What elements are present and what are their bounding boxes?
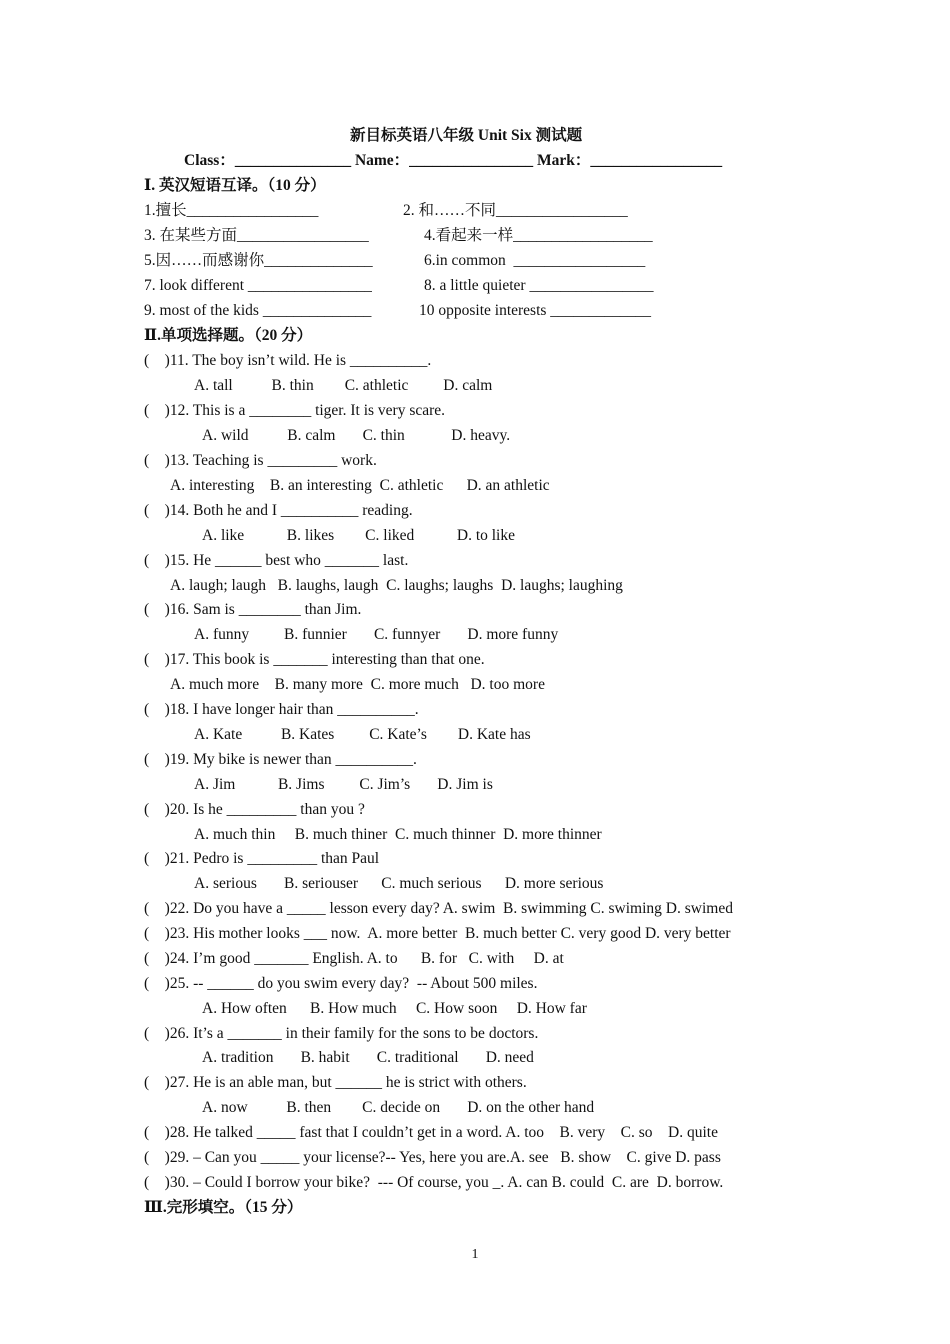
options-line: A. much thin B. much thiner C. much thinner D. more thinner [194, 826, 602, 843]
question-line: ( )25. -- ______ do you swim every day? -- About 500 miles. [144, 975, 538, 992]
page-number: 1 [471, 1247, 479, 1262]
section3-heading: Ⅲ.完形填空。（15 分） [144, 1199, 303, 1216]
phrase-item: 3. 在某些方面_________________ [144, 227, 369, 244]
question-line: ( )26. It’s a _______ in their family for the sons to be doctors. [144, 1025, 539, 1042]
options-line: A. tall B. thin C. athletic D. calm [194, 377, 493, 394]
question-line: ( )24. I’m good _______ English. A. to B. for C. with D. at [144, 950, 564, 967]
question-line: ( )18. I have longer hair than __________. [144, 701, 419, 718]
options-line: A. wild B. calm C. thin D. heavy. [202, 427, 511, 444]
options-line: A. much more B. many more C. more much D. too more [170, 676, 545, 693]
question-line: ( )28. He talked _____ fast that I couldn’t get in a word. A. too B. very C. so D. quite [144, 1124, 718, 1141]
header-fields: Class：_______________ Name：________________ Mark：_________________ [184, 152, 723, 169]
options-line: A. serious B. seriouser C. much serious D. more serious [194, 875, 604, 892]
question-line: ( )16. Sam is ________ than Jim. [144, 601, 362, 618]
phrase-item: 9. most of the kids ______________ [144, 302, 372, 319]
question-line: ( )12. This is a ________ tiger. It is very scare. [144, 402, 446, 419]
question-line: ( )15. He ______ best who _______ last. [144, 552, 409, 569]
options-line: A. like B. likes C. liked D. to like [202, 527, 515, 544]
question-line: ( )23. His mother looks ___ now. A. more better B. much better C. very good D. very better [144, 925, 731, 942]
question-line: ( )21. Pedro is _________ than Paul [144, 850, 380, 867]
question-line: ( )11. The boy isn’t wild. He is __________. [144, 352, 432, 369]
phrase-item: 7. look different ________________ [144, 277, 372, 294]
phrase-item: 8. a little quieter ________________ [424, 277, 654, 294]
phrase-item: 6.in common _________________ [424, 252, 646, 269]
question-line: ( )14. Both he and I __________ reading. [144, 502, 413, 519]
phrase-item: 1.擅长_________________ [144, 202, 319, 219]
question-line: ( )13. Teaching is _________ work. [144, 452, 377, 469]
question-line: ( )19. My bike is newer than __________. [144, 751, 417, 768]
options-line: A. How often B. How much C. How soon D. How far [202, 1000, 587, 1017]
options-line: A. Kate B. Kates C. Kate’s D. Kate has [194, 726, 531, 743]
phrase-item: 5.因……而感谢你______________ [144, 252, 373, 269]
phrase-item: 10 opposite interests _____________ [419, 302, 652, 319]
options-line: A. laugh; laugh B. laughs, laugh C. laughs; laughs D. laughs; laughing [170, 577, 623, 594]
phrase-item: 4.看起来一样__________________ [424, 227, 653, 244]
question-line: ( )29. – Can you _____ your license?-- Yes, here you are.A. see B. show C. give D. pass [144, 1149, 721, 1166]
options-line: A. now B. then C. decide on D. on the other hand [202, 1099, 595, 1116]
options-line: A. Jim B. Jims C. Jim’s D. Jim is [194, 776, 493, 793]
question-line: ( )17. This book is _______ interesting than that one. [144, 651, 485, 668]
options-line: A. funny B. funnier C. funnyer D. more funny [194, 626, 559, 643]
page-title: 新目标英语八年级 Unit Six 测试题 [350, 127, 583, 144]
question-line: ( )27. He is an able man, but ______ he is strict with others. [144, 1074, 527, 1091]
section2-heading: Ⅱ.单项选择题。（20 分） [144, 327, 313, 344]
phrase-item: 2. 和……不同_________________ [403, 202, 628, 219]
options-line: A. interesting B. an interesting C. athletic D. an athletic [170, 477, 550, 494]
section1-heading: Ⅰ. 英汉短语互译。（10 分） [144, 177, 326, 194]
options-line: A. tradition B. habit C. traditional D. need [202, 1049, 534, 1066]
question-line: ( )20. Is he _________ than you ? [144, 801, 365, 818]
question-line: ( )30. – Could I borrow your bike? --- Of course, you _. A. can B. could C. are D. borrow. [144, 1174, 724, 1191]
question-line: ( )22. Do you have a _____ lesson every day? A. swim B. swimming C. swiming D. swimed [144, 900, 733, 917]
